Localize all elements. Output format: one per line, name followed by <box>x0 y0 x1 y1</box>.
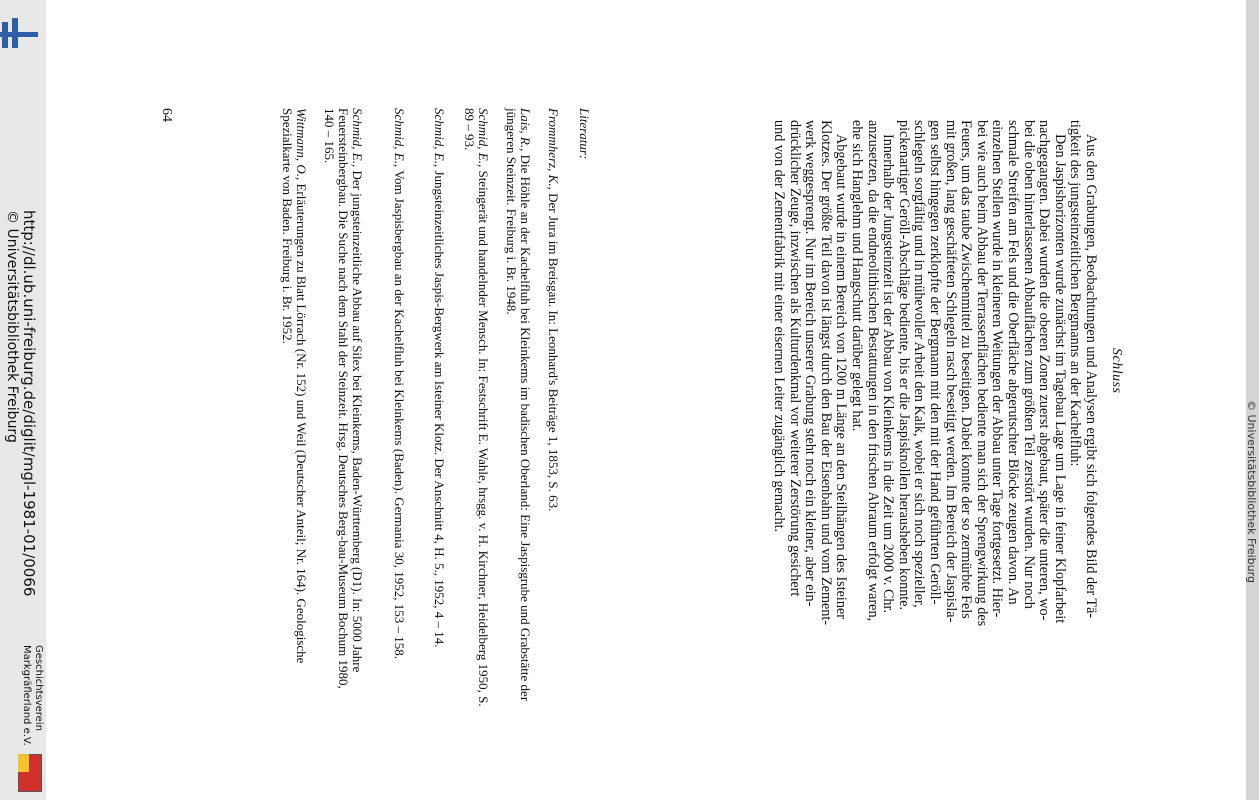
reference-author: Lais, R., <box>518 108 533 152</box>
reference-author: Frommherz, K., <box>546 108 561 190</box>
reference-text: Der Jura im Breisgau. In: Leonhard's Beiträge 1, 1853, S. 63. <box>546 189 561 512</box>
body-line: pickenartiger Geröll-Abschläge bediente, bis er die Jaspisknollen herausheben konnte. <box>895 120 912 611</box>
body-line: und von der Zementfabrik mit einer eisernen Leiter zugänglich gemacht. <box>771 120 788 533</box>
reference-text: Steingerät und handelnder Mensch. In: Festschrift E. Wahle, hrsgg. v. H. Kirchner, Heidelberg 1950, S. 89 – 93. <box>462 108 491 707</box>
reference-item <box>432 108 446 708</box>
body-line: drücklicher Zeuge, inzwischen als Kulturdenkmal vor weiterer Zerstörung gesichert <box>786 120 803 597</box>
vendor-name-line1: Geschichtsverein <box>33 645 44 731</box>
reference-item <box>504 108 532 708</box>
reference-text: Vom Jaspisbergbau an der Kachelfluh bei Kleinkems (Baden). Germania 30, 1952, 153 – 158. <box>392 167 407 659</box>
body-line: ehe sich Hanglehm und Hangschutt darüber gelegt hat. <box>849 120 866 432</box>
body-line: nachgegangen. Dabei wurden die oberen Zonen zuerst abgebaut, später die unteren, wo- <box>1036 120 1053 621</box>
body-line: Klotzes. Der größte Teil davon ist längst durch den Bau der Eisenbahn und vom Zement- <box>817 120 834 626</box>
body-line: Abgebaut wurde in einem Bereich von 1200 m Länge an den Steilhängen des Isteiner <box>833 134 850 619</box>
page-heading: Schluss <box>1109 348 1124 394</box>
reference-author: Schmid, E., <box>476 108 491 168</box>
ub-freiburg-logo-icon <box>0 18 40 48</box>
reference-item <box>280 108 308 708</box>
body-line: schmale Streifen am Fels und die Oberfläche abgerutschter Blöcke zeugen davon. An <box>1005 120 1022 605</box>
viewer-right-margin <box>1246 0 1259 800</box>
vendor-coat-of-arms-icon <box>16 752 42 792</box>
body-line: bei die oben hinterlassenen Abbauflächen zum größten Teil zerstört wurden. Nur noch <box>1020 120 1037 609</box>
reference-item <box>462 108 490 708</box>
body-line: bei wie auch beim Abbau der Terrassenflächen bediente man sich der Sprengwirkung des <box>973 120 990 627</box>
viewer-left-margin <box>0 0 46 800</box>
body-line: Feuers, um das taube Zwischenmittel zu beseitigen. Dabei konnte der so zermürbte Fels <box>958 120 975 619</box>
reference-author: Schmid, E., <box>350 108 365 168</box>
reference-text: Jungsteinzeitliches Jaspis-Bergwerk am Isteiner Klotz. Der Anschnitt 4, H. 5., 1952, 4 – 14. <box>432 167 447 648</box>
reference-text: Die Höhle an der Kachelfluh bei Kleinkems im badischen Oberland: Eine Jaspisgrube und Grabstätte der jüngeren Steinzeit. Freiburg i. Br. 1948. <box>504 108 533 702</box>
reference-item <box>546 108 560 708</box>
vendor-name-line2: Markgräflerland e.V. <box>21 645 32 746</box>
body-line: gen selbst hingegen zerklopfte der Bergmann mit den mit der Hand geführten Geröll- <box>927 120 944 605</box>
library-copyright: © Universitätsbibliothek Freiburg <box>4 210 20 443</box>
body-line: schlegeln sorgfältig und in mühevoller Arbeit den Kalk, wobei er sich noch spezieller, <box>911 120 928 608</box>
body-line: Den Jaspishorizonten wurde zunächst im Tagebau Lage um Lage in feiner Klopfarbeit <box>1051 134 1068 624</box>
reference-author: Schmid, E., <box>392 108 407 168</box>
body-line: mit großen, lang geschäfteten Schlegeln rasch beseitigt werden. Im Bereich der Jaspisla- <box>942 120 959 623</box>
reference-author: Schmid, E., <box>432 108 447 168</box>
reference-item <box>392 108 406 708</box>
document-page <box>46 0 1246 800</box>
body-line: Aus den Grabungen, Beobachtungen und Analysen ergibt sich folgendes Bild der Tä- <box>1083 134 1099 619</box>
reference-item <box>322 108 364 708</box>
reference-text: Erläuterungen zu Blatt Lörrach (Nr. 152) und Weil (Deutscher Anteil; Nr. 164). Geologische Spezialkarte von Baden. Freiburg i. Br. 1952. <box>280 108 309 664</box>
body-text <box>771 120 1098 700</box>
body-line: einzelnen Stellen wurde in kleineren Weitungen der Abbau unter Tage fortgesetzt. Hier- <box>989 120 1006 618</box>
body-line: anzusetzen, da die endneolithischen Bestattungen in den frischen Abraum erfolgt waren, <box>864 120 881 622</box>
literature-title: Literatur: <box>577 108 592 160</box>
reference-text: Der jungsteinzeitliche Abbau auf Silex bei Kleinkems, Baden-Württemberg (D1). In: 5000 Jahre Feuersteinbergbau. Die Suche nach dem Stahl der Steinzeit. Hrsg. Deutsches Berg-bau-Museum Bochum 1980, 140 – 165. <box>322 108 365 689</box>
body-line: Innerhalb der Jungsteinzeit ist der Abbau von Kleinkems in die Zeit um 2000 v. Chr. <box>880 134 897 613</box>
page-number: 64 <box>159 108 174 122</box>
next-page-edge-text: © Universitätsbibliothek Freiburg <box>1245 400 1258 583</box>
document-url[interactable]: http://dl.ub.uni-freiburg.de/diglit/mgl-1981-01/0066 <box>20 210 38 597</box>
reference-author: Wittmann, O., <box>294 108 309 181</box>
body-line: werk weggesprengt. Nur im Bereich unserer Grabung steht noch ein kleiner, aber ein- <box>802 120 819 607</box>
body-line: tigkeit des jungsteinzeitlichen Bergmanns an der Kachelfluh: <box>1067 120 1084 467</box>
